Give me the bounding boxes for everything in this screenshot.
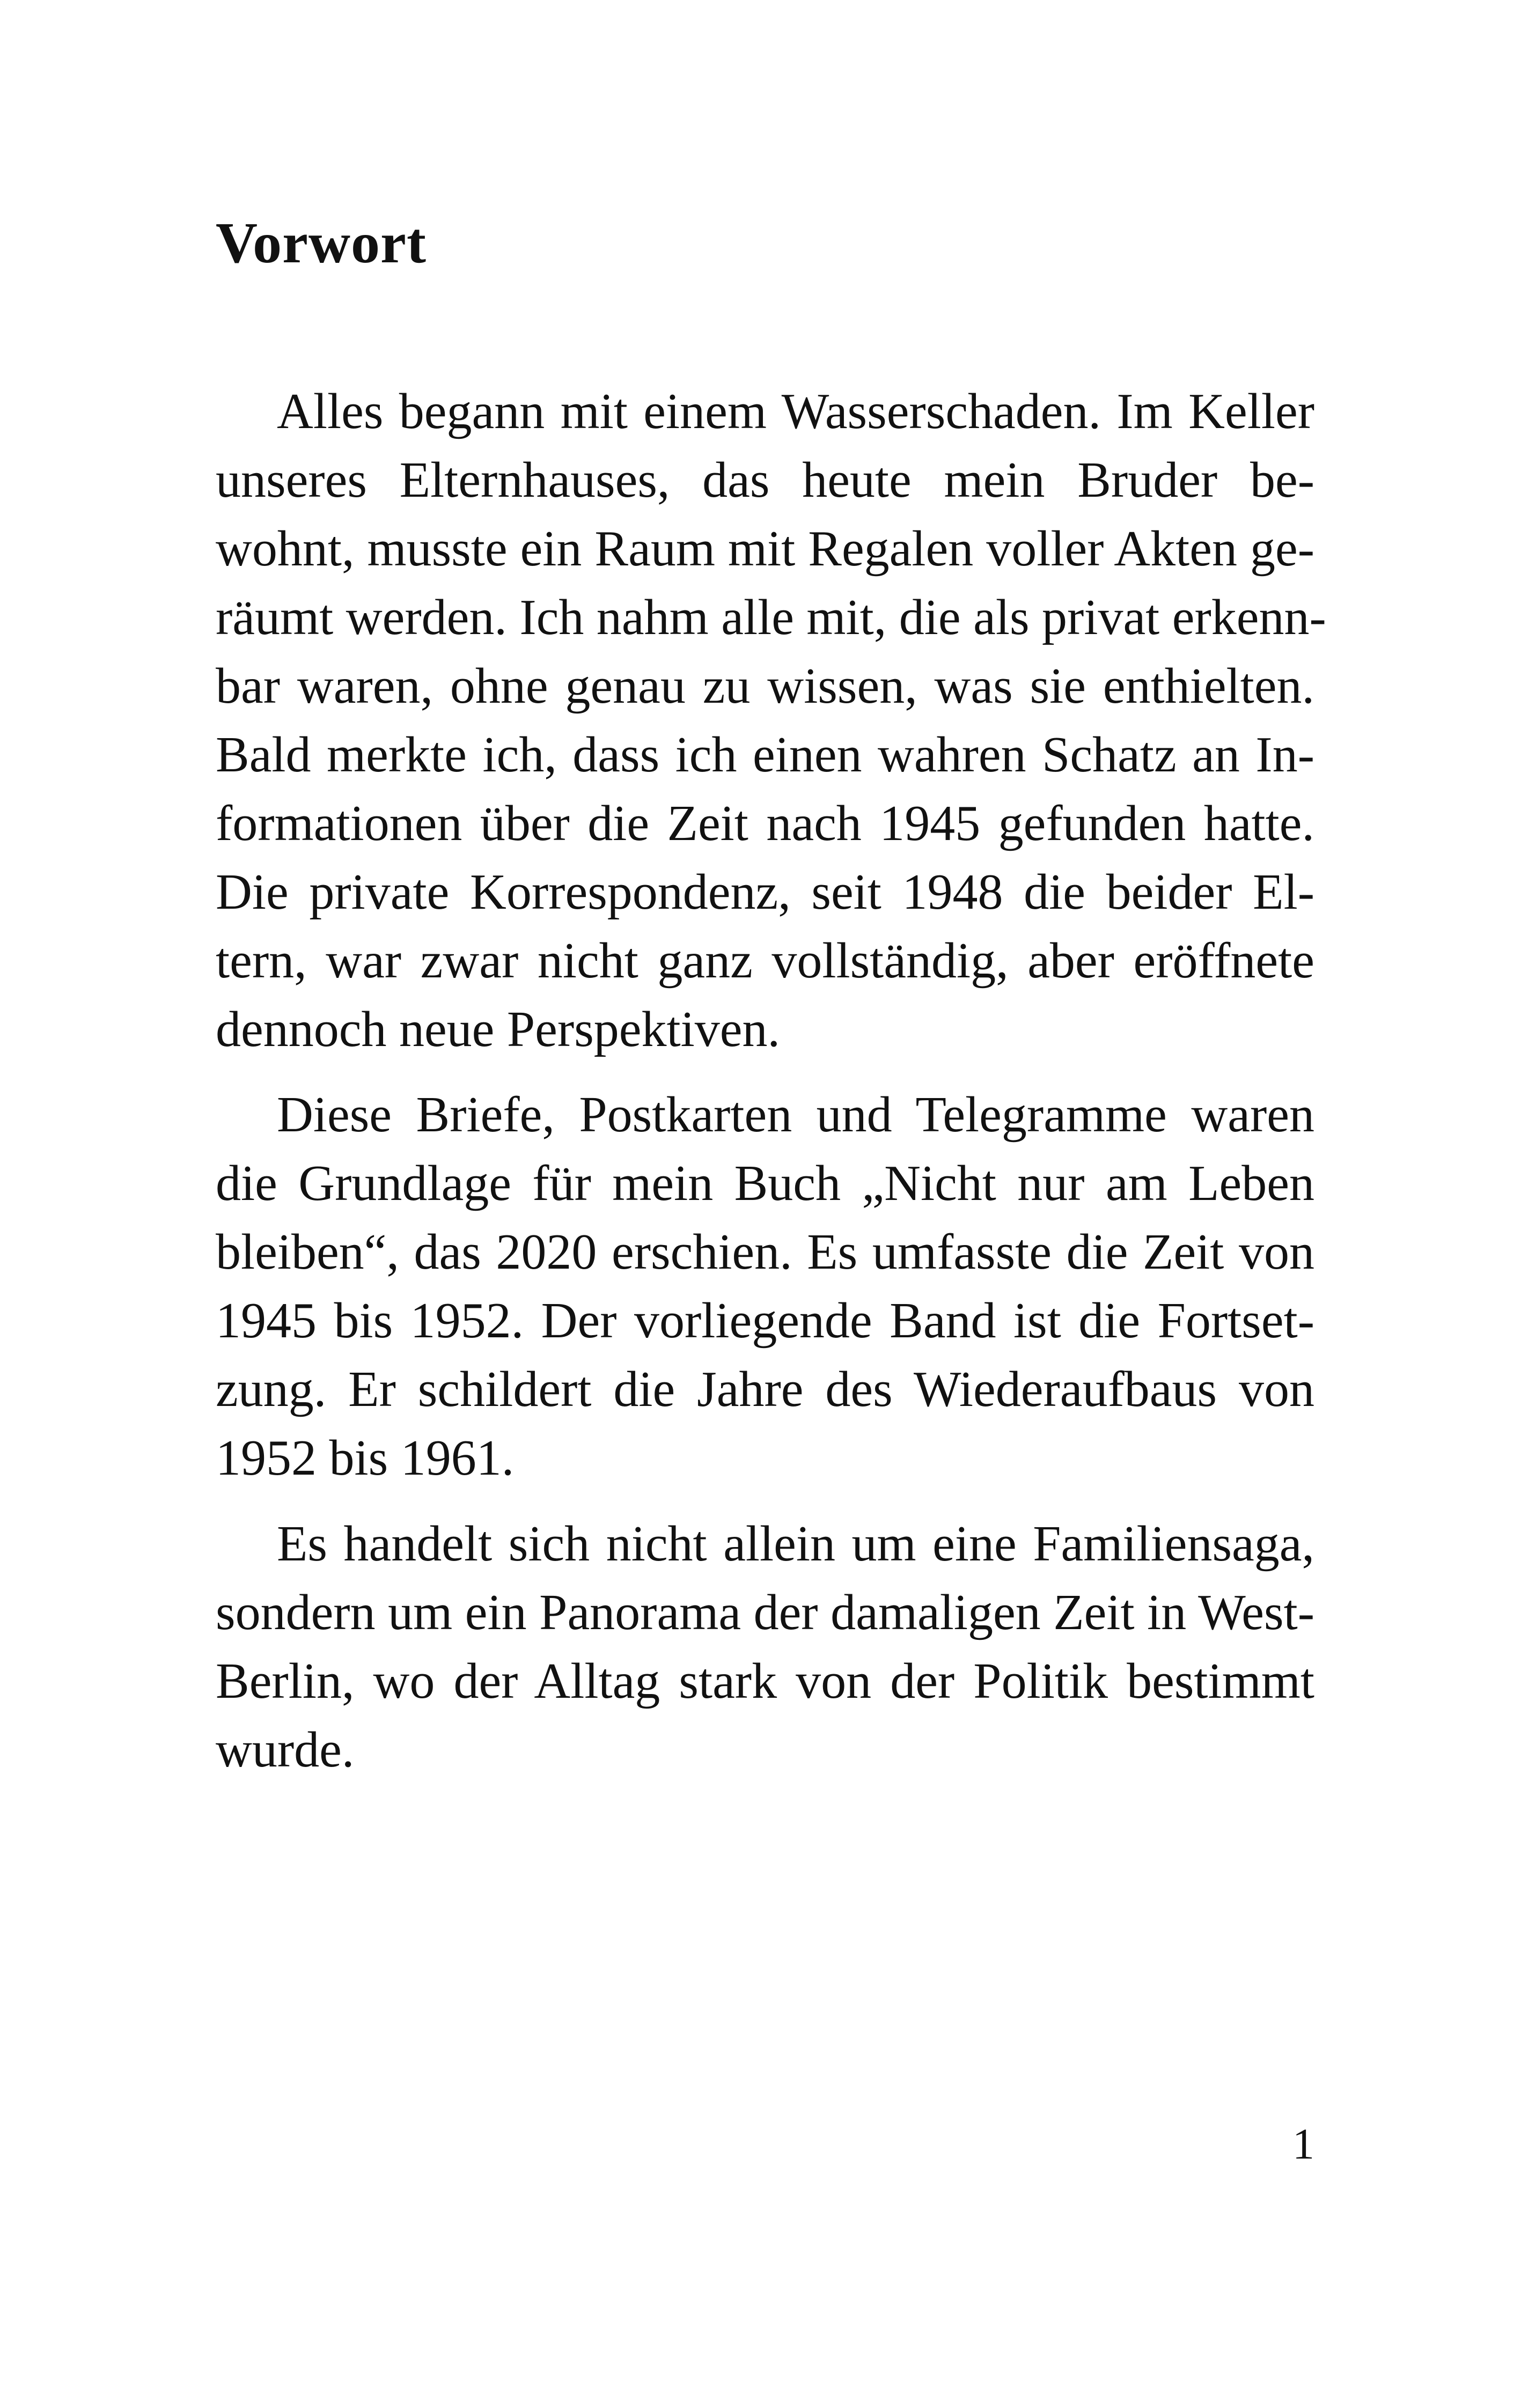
paragraph-1-line-6: Bald merkte ich, dass ich einen wahren Schatz an In- bbox=[216, 727, 1314, 783]
chapter-title: Vorwort bbox=[216, 211, 427, 275]
paragraph-3-line-3: Berlin, wo der Alltag stark von der Politik bestimmt bbox=[216, 1653, 1314, 1709]
page-number: 1 bbox=[1292, 2119, 1314, 2168]
paragraph-1-line-8: Die private Korrespondenz, seit 1948 die beider El- bbox=[216, 864, 1314, 920]
paragraph-1-line-7: formationen über die Zeit nach 1945 gefunden hatte. bbox=[216, 796, 1314, 851]
paragraph-2-line-2: die Grundlage für mein Buch „Nicht nur am Leben bbox=[216, 1155, 1314, 1211]
paragraph-3-line-4: wurde. bbox=[216, 1722, 355, 1778]
paragraph-3-line-2: sondern um ein Panorama der damaligen Zeit in West- bbox=[216, 1585, 1314, 1640]
paragraph-1-line-2: unseres Elternhauses, das heute mein Bruder be- bbox=[216, 452, 1314, 508]
paragraph-2-line-4: 1945 bis 1952. Der vorliegende Band ist die Fortset- bbox=[216, 1293, 1314, 1349]
paragraph-2-line-3: bleiben“, das 2020 erschien. Es umfasste die Zeit von bbox=[216, 1224, 1314, 1280]
paragraph-1-line-9: tern, war zwar nicht ganz vollständig, aber eröffnete bbox=[216, 933, 1314, 989]
paragraph-3-line-1: Es handelt sich nicht allein um eine Familiensaga, bbox=[277, 1516, 1314, 1572]
paragraph-2-line-1: Diese Briefe, Postkarten und Telegramme waren bbox=[277, 1087, 1314, 1143]
paragraph-1-line-10: dennoch neue Perspektiven. bbox=[216, 1002, 780, 1057]
paragraph-1-line-5: bar waren, ohne genau zu wissen, was sie enthielten. bbox=[216, 658, 1314, 714]
paragraph-1-line-4: räumt werden. Ich nahm alle mit, die als privat erkenn- bbox=[216, 590, 1326, 645]
paragraph-1-line-3: wohnt, musste ein Raum mit Regalen voller Akten ge- bbox=[216, 521, 1314, 577]
paragraph-2-line-5: zung. Er schildert die Jahre des Wiederaufbaus von bbox=[216, 1361, 1314, 1417]
paragraph-1-line-1: Alles begann mit einem Wasserschaden. Im Keller bbox=[277, 384, 1314, 439]
paragraph-2-line-6: 1952 bis 1961. bbox=[216, 1430, 515, 1486]
